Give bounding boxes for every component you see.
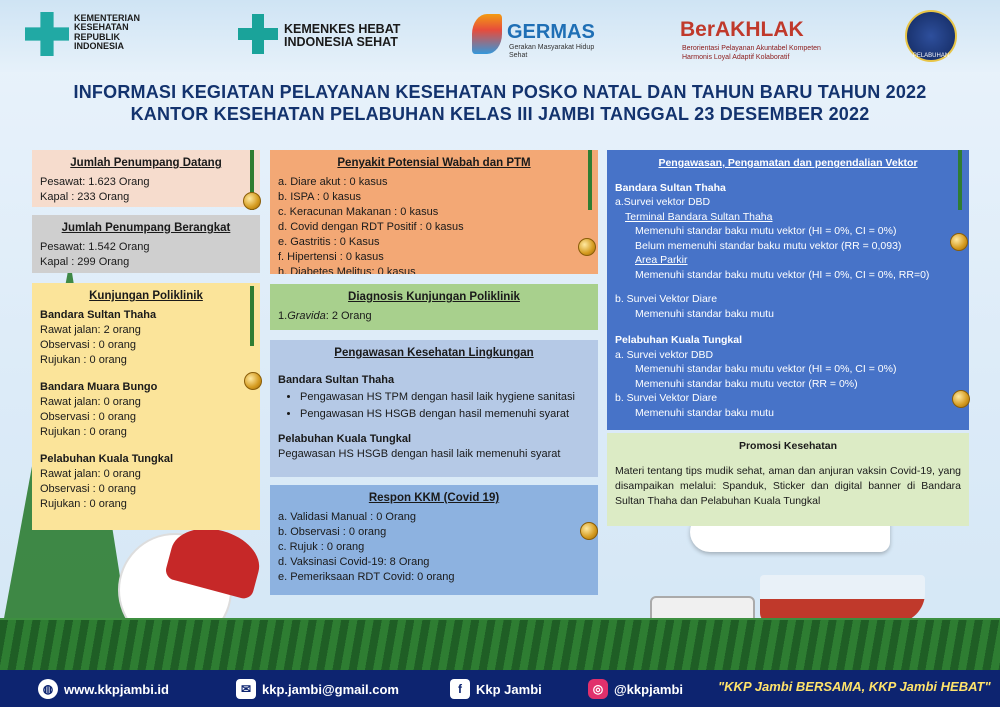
holly-decoration: [952, 150, 968, 210]
sub-group: Terminal Bandara Sultan Thaha: [625, 210, 773, 223]
kemenkes-hebat-icon: [238, 14, 278, 54]
row: c. Keracunan Makanan : 0 kasus: [278, 206, 439, 218]
globe-icon: ◍: [38, 679, 58, 699]
row: a. Validasi Manual : 0 Orang: [278, 511, 416, 523]
pine-garland-decoration: [0, 618, 1000, 673]
row: f. Hipertensi : 0 kasus: [278, 251, 384, 263]
card-kesehatan-lingkungan: [270, 340, 598, 477]
row: Rawat jalan: 2 orang: [40, 324, 141, 336]
row: Rawat jalan: 0 orang: [40, 468, 141, 480]
row: Pesawat: 1.542 Orang: [40, 241, 150, 253]
card-heading: Promosi Kesehatan: [738, 440, 838, 452]
row: 1.Gravida: 2 Orang: [278, 310, 372, 322]
facebook-link[interactable]: Kkp Jambi: [476, 681, 542, 697]
row: Kapal : 233 Orang: [40, 191, 130, 203]
footer-bar: [0, 670, 1000, 707]
row: Pesawat: 1.623 Orang: [40, 176, 150, 188]
holly-decoration: [244, 286, 260, 346]
row: e. Gastritis : 0 Kasus: [278, 236, 380, 248]
row: Rujukan : 0 orang: [40, 498, 127, 510]
kemenkes-hebat-logo: KEMENKES HEBAT INDONESIA SEHAT: [284, 22, 401, 50]
card-heading: Penyakit Potensial Wabah dan PTM: [337, 157, 531, 169]
bullet-item: • Pengawasan HS HSGB dengan hasil memenuhi syarat: [300, 407, 590, 422]
facebook-icon: f: [450, 679, 470, 699]
row: Observasi : 0 orang: [40, 339, 136, 351]
pelabuhan-seal-label: PELABUHAN: [912, 53, 950, 59]
card-heading: Pengawasan, Pengamatan dan pengendalian Vektor: [658, 157, 918, 169]
promosi-body: Materi tentang tips mudik sehat, aman dan anjuran vaksin Covid-19, yang disampaikan melalui: Spanduk, Sticker dan digital banner di Bandara Sultan Thaha dan Pelabuhan Kuala Tungkal: [615, 465, 961, 507]
ship-illustration: [760, 575, 925, 623]
row: a.Survei vektor DBD: [615, 196, 711, 208]
group-name: Bandara Sultan Thaha: [278, 374, 395, 386]
card-heading: Kunjungan Poliklinik: [89, 290, 203, 302]
card-penyakit-wabah: [270, 150, 598, 274]
sub-group: Area Parkir: [635, 254, 688, 266]
row: b. Survei Vektor Diare: [615, 293, 718, 305]
row: b. ISPA : 0 kasus: [278, 191, 361, 203]
kemenkes-cross-icon: [25, 12, 69, 56]
row: Kapal : 299 Orang: [40, 256, 130, 268]
card-heading: Jumlah Penumpang Datang: [70, 157, 222, 169]
group-name: Pelabuhan Kuala Tungkal: [615, 334, 742, 346]
row: d. Vaksinasi Covid-19: 8 Orang: [278, 556, 430, 568]
row: b. Survei Vektor Diare: [615, 392, 718, 404]
page-title-line1: INFORMASI KEGIATAN PELAYANAN KESEHATAN POSKO NATAL DAN TAHUN BARU TAHUN 2022: [73, 82, 927, 102]
group-name: Bandara Sultan Thaha: [40, 309, 157, 321]
row: c. Rujuk : 0 orang: [278, 541, 365, 553]
row: Memenuhi standar baku mutu: [635, 307, 774, 320]
footer-website[interactable]: [38, 679, 169, 699]
row: Observasi : 0 orang: [40, 411, 136, 423]
group-name: Pelabuhan Kuala Tungkal: [40, 453, 174, 465]
card-heading: Jumlah Penumpang Berangkat: [61, 222, 231, 234]
card-kunjungan-poliklinik: [32, 283, 260, 530]
row: Observasi : 0 orang: [40, 483, 136, 495]
berakhlak-tagline: Berorientasi Pelayanan Akuntabel Kompeten Harmonis Loyal Adaptif Kolaboratif: [682, 45, 821, 61]
website-link[interactable]: www.kkpjambi.id: [64, 681, 169, 697]
ornament-decoration: [952, 390, 970, 408]
row: h. Diabetes Melitus: 0 kasus: [278, 266, 416, 274]
footer-instagram[interactable]: [588, 679, 683, 699]
row: d. Covid dengan RDT Positif : 0 kasus: [278, 221, 464, 233]
row: Memenuhi standar baku mutu vektor (HI = 0%, CI = 0%, RR=0): [635, 268, 930, 281]
row: Rawat jalan: 0 orang: [40, 396, 141, 408]
email-icon: ✉: [236, 679, 256, 699]
germas-icon: [472, 14, 502, 54]
email-link[interactable]: kkp.jambi@gmail.com: [262, 681, 399, 697]
row: e. Pemeriksaan RDT Covid: 0 orang: [278, 571, 455, 583]
card-promosi-kesehatan: [607, 433, 969, 526]
row: b. Observasi : 0 orang: [278, 526, 387, 538]
card-heading: Pengawasan Kesehatan Lingkungan: [334, 347, 534, 359]
row: Rujukan : 0 orang: [40, 354, 127, 366]
row: Memenuhi standar baku mutu vektor (HI = 0%, CI = 0%): [635, 363, 897, 375]
card-pengawasan-vektor: [607, 150, 969, 430]
ornament-decoration: [243, 192, 261, 210]
ornament-decoration: [578, 238, 596, 256]
card-diagnosis: [270, 284, 598, 330]
group-name: Bandara Muara Bungo: [40, 381, 158, 393]
footer-slogan: "KKP Jambi BERSAMA, KKP Jambi HEBAT": [718, 679, 991, 694]
row: Memenuhi standar baku mutu vector (RR = 0%): [635, 377, 858, 390]
instagram-link[interactable]: @kkpjambi: [614, 681, 684, 697]
card-penumpang-datang: [32, 150, 260, 207]
logo-bar: [0, 0, 1000, 72]
ornament-decoration: [244, 372, 262, 390]
germas-logo: GERMAS: [507, 21, 595, 43]
group-name: Pelabuhan Kuala Tungkal: [278, 433, 412, 445]
row: Rujukan : 0 orang: [40, 426, 127, 438]
holly-decoration: [582, 150, 598, 210]
row: Memenuhi standar baku mutu vektor (HI = 0%, CI = 0%): [635, 225, 897, 237]
row: a. Diare akut : 0 kasus: [278, 176, 388, 188]
group-name: Bandara Sultan Thaha: [615, 181, 726, 194]
germas-tagline: Gerakan Masyarakat Hidup Sehat: [509, 44, 595, 59]
row: Pegawasan HS HSGB dengan hasil laik memenuhi syarat: [278, 448, 561, 460]
instagram-icon: ◎: [588, 679, 608, 699]
row: Belum memenuhi standar baku mutu vektor (RR = 0,093): [635, 239, 902, 252]
card-heading: Diagnosis Kunjungan Poliklinik: [348, 291, 520, 303]
bullet-item: • Pengawasan HS TPM dengan hasil laik hygiene sanitasi: [300, 390, 590, 405]
row: Memenuhi standar baku mutu: [635, 406, 774, 419]
footer-facebook[interactable]: [450, 679, 542, 699]
ornament-decoration: [950, 233, 968, 251]
card-heading: Respon KKM (Covid 19): [368, 492, 500, 504]
card-respon-kkm: [270, 485, 598, 595]
card-penumpang-berangkat: [32, 215, 260, 273]
berakhlak-logo: BerAKHLAK: [680, 18, 804, 41]
row: a. Survei vektor DBD: [615, 348, 714, 361]
kemenkes-logo: KEMENTERIAN KESEHATAN REPUBLIK INDONESIA: [74, 13, 141, 52]
ornament-decoration: [580, 522, 598, 540]
footer-email[interactable]: [236, 679, 399, 699]
page-title-line2: KANTOR KESEHATAN PELABUHAN KELAS III JAMBI TANGGAL 23 DESEMBER 2022: [130, 104, 870, 124]
